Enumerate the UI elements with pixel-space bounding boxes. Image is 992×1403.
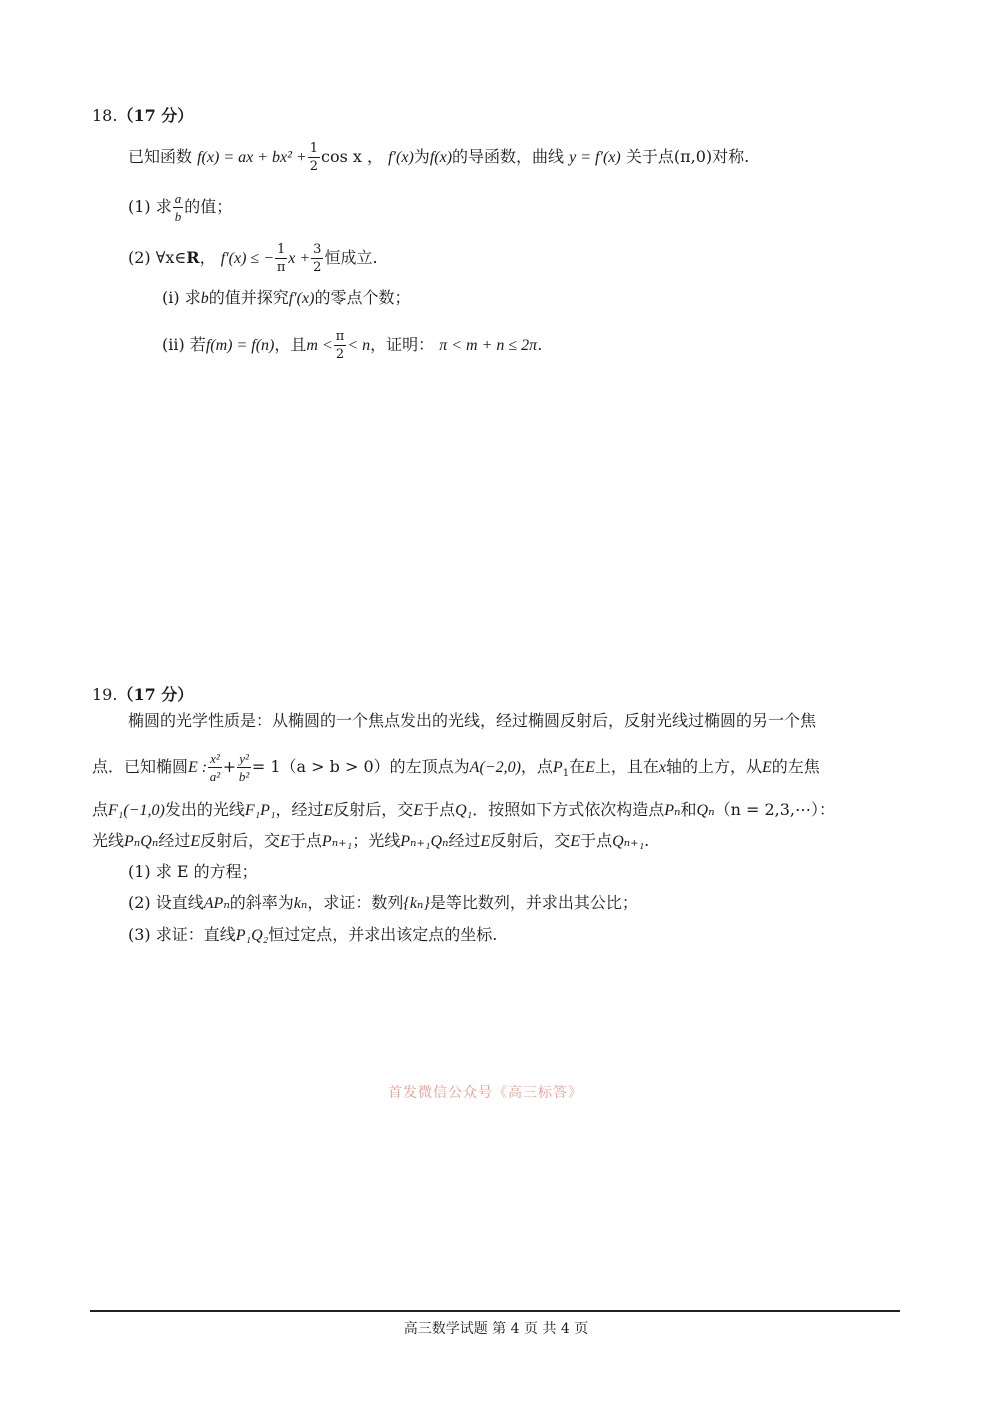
q18-part2-ii-formula-c: < n [347,337,371,354]
q19-line2-P1: P [552,759,563,776]
q19-frac-y [237,752,251,783]
q18-part2-i-text-a: 求 [184,288,201,307]
q19-number: 19. [92,685,118,704]
q18-part2-ii-text-c: ，证明： [370,335,435,354]
q18-frac-num: 1 [309,141,318,156]
q18-part2-i-text-c: 的零点个数； [314,288,411,307]
q19-line4-E3: E [480,833,491,850]
q18-part2-i [162,288,410,309]
q18-formula-fprime: f′(x) [388,149,414,166]
q19-line3 [92,800,835,821]
q19-line2-A: A(−2,0) [469,759,521,776]
q19-part3-text-a: (3) 求证：直线 [128,925,236,944]
q19-plus: + [222,757,237,776]
q18-part2-ii-text-b: ，且 [274,335,307,354]
q18-formula-f: f(x) = ax + bx² + [197,149,307,166]
q18-part2-ii-formula-b: m < [306,337,333,354]
q19-line4-E: E [190,833,201,850]
q19-line4-PQ: PₙQₙ [124,833,159,850]
q19-line3-Pn: Pₙ [664,802,681,819]
q19-line4-Q: Qₙ₊₁ [612,833,645,850]
q19-line3-E: E [323,802,334,819]
q19-part3-text-b: 恒过定点，并求出该定点的坐标. [268,925,498,944]
q19-part3-PQ: P₁Q₂ [235,927,269,944]
q19-line3-text-e: ．按照如下方式依次构造点 [472,800,665,819]
q19-line2-text-c: ，点 [520,757,553,776]
q18-part2-ii-text-a: 若 [189,335,206,354]
footer-rule [90,1310,900,1312]
q18-stem-text-b: 为 [413,147,430,166]
q19-line4-P: Pₙ₊₁ [321,833,353,850]
q18-part2-frac1 [275,243,287,274]
q18-stem-text-c: 的导函数，曲线 [452,147,565,166]
q19-part2 [128,893,638,914]
q19-part2-seq: {kₙ} [403,895,430,912]
q19-line3-F: F₁(−1,0) [108,802,165,819]
q18-part2-ii-formula-d: π < m + n ≤ 2π [439,337,538,354]
q19-line3-text: 点 [92,800,109,819]
q19-frac-x-den: a² [209,769,221,784]
q18-frac-half [308,142,320,173]
q19-line4-text-a: 光线 [92,831,125,850]
q19-line4-text-e: ；光线 [352,831,401,850]
q18-stem [128,142,749,173]
q19-line2-text-f: 轴的上方，从 [666,757,763,776]
q19-part3 [128,925,497,946]
q18-part2-frac2 [311,243,323,274]
q18-formula-point: (π,0) [673,147,713,166]
q18-part1-text-a: 求 [155,197,172,216]
q18-part1-text-b: 的值； [184,197,233,216]
q18-part2-frac1-den: π [276,260,286,275]
q19-part2-text-d: 是等比数列，并求出其公比； [429,893,638,912]
q18-part2-ii-formula-a: f(m) = f(n) [205,337,275,354]
q19-line3-text-g: （n = 2,3,⋯）： [714,800,835,819]
q19-frac-y-num: y² [239,751,249,766]
q18-part2-frac2-num: 3 [313,242,322,257]
q18-part2-text-c: 恒成立. [324,248,378,267]
q18-header [92,103,193,126]
q19-line2-text-d: 在 [569,757,586,776]
q18-part2-formula-b: x + [288,250,311,267]
q18-part2-ii-text-d: . [537,335,543,354]
q19-line4-text-f: 经过 [448,831,481,850]
q19-line4-text-i: . [644,831,650,850]
q19-part1: (1) 求 E 的方程； [128,862,258,881]
q19-line3-text-f: 和 [680,800,697,819]
q18-part1-label: (1) [128,197,151,216]
q19-line1: 椭圆的光学性质是：从椭圆的一个焦点发出的光线，经过椭圆反射后，反射光线过椭圆的另一个焦 [128,711,817,730]
q19-line3-text-d: 于点 [423,800,456,819]
q18-part2-i-text-b: 的值并探究 [208,288,289,307]
q18-part2-comma: ， [199,248,216,267]
q19-line2-text-g: 的左焦 [771,757,820,776]
q19-frac-x-num: x² [210,751,220,766]
q19-line3-Qn: Qₙ [696,802,715,819]
q19-line4-text-b: 经过 [158,831,191,850]
q18-formula-curve: y = f′(x) [569,149,621,166]
q19-part2-text-c: ，求证：数列 [307,893,404,912]
q19-line2-x: x [658,759,666,776]
q19-line2-E: E : [188,759,208,776]
q18-part1 [128,192,232,223]
q19-part2-text-b: 的斜率为 [229,893,294,912]
q18-points: （17 分） [117,106,194,125]
q19-line3-Q: Q₁ [455,802,473,819]
q18-stem-text-d: 关于点 [625,147,674,166]
q19-line4-text-g: 反射后，交 [490,831,571,850]
q18-part1-frac [173,192,184,223]
q19-line4 [92,831,649,852]
q18-stem-text-e: 对称. [712,147,750,166]
q18-formula-fx: f(x) [429,149,453,166]
q19-line2-text-b: = 1（a > b > 0）的左顶点为 [251,757,470,776]
q18-part2-i-label: (ⅰ) [162,288,180,307]
q19-part2-k: kₙ [293,895,308,912]
q19-line3-E2: E [413,802,424,819]
q19-frac-y-den: b² [238,769,250,784]
q19-line2-text-a: 点．已知椭圆 [92,757,189,776]
q18-part1-frac-num: a [174,191,182,206]
q18-part2-ii-frac-num: π [335,329,345,344]
q19-line2-E2: E [585,759,595,776]
q18-part2-R: R [186,248,200,267]
q18-number: 18. [92,106,118,125]
q18-part2-i-var: b [200,290,209,307]
q19-line4-text-h: 于点 [580,831,613,850]
page-footer: 高三数学试题 第 4 页 共 4 页 [403,1321,589,1337]
q19-part2-text-a: (2) 设直线 [128,893,204,912]
q19-line2-text-e: 上，且在 [594,757,659,776]
q19-part2-AP: APₙ [203,895,230,912]
q18-stem-text: 已知函数 [128,147,193,166]
q18-part2-frac2-den: 2 [313,260,322,275]
q19-line2-E3: E [762,759,772,776]
q19-line4-E4: E [570,833,581,850]
q19-header [92,682,193,705]
q19-line3-text-a: 发出的光线 [164,800,245,819]
q18-part1-frac-den: b [174,209,182,224]
q18-frac-den: 2 [309,159,318,174]
q19-line4-text-d: 于点 [289,831,322,850]
q18-part2-i-formula: f′(x) [288,290,315,307]
q18-part2-frac1-num: 1 [276,242,286,257]
q18-part2-ii-label: (ⅱ) [162,335,185,354]
q18-part2-forall: ∀x∈ [155,248,187,267]
q18-part2-label: (2) [128,248,151,267]
q19-line4-PQ2: Pₙ₊₁Qₙ [400,833,449,850]
q19-line3-text-c: 反射后，交 [333,800,414,819]
q19-line4-text-c: 反射后，交 [200,831,281,850]
q18-part2-formula-a: f′(x) ≤ − [220,250,274,267]
watermark-text: 首发微信公众号《高三标答》 [388,1085,583,1101]
q19-points: （17 分） [117,685,194,704]
q18-part2-ii [162,330,542,361]
q19-line2: 点．已知椭圆E : $\frac{\text{x²}}{\text{a²}}$ + $\frac{\text{y²}}{\text{b²}}$ = 1（a > b > 0）的左顶点为A(−2,0)，点$P_1$在E上，且在x轴的上方，从E的左焦 [92,751,820,784]
q19-frac-x [208,752,222,783]
q19-line4-E2: E [280,833,290,850]
q18-formula-cos: cos x ， [320,147,383,166]
q18-part2-ii-frac [334,330,347,361]
q18-part2 [128,243,378,274]
q18-part2-ii-frac-den: 2 [335,347,345,362]
q19-line3-FP: F₁P₁ [244,802,276,819]
q19-line3-text-b: ，经过 [275,800,324,819]
